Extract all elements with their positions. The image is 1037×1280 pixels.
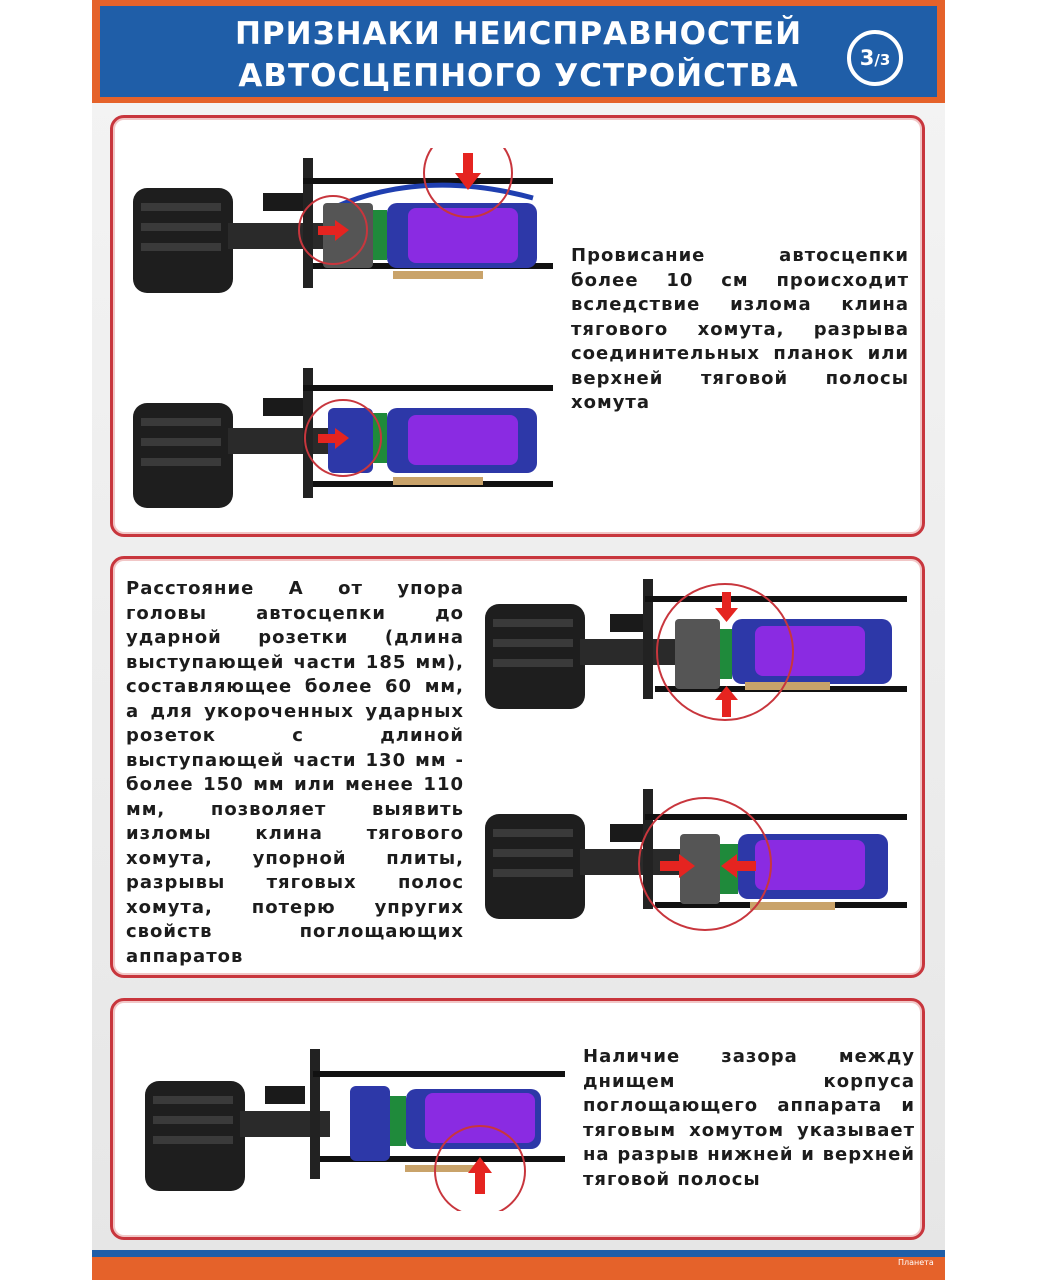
panel-1-description: Провисание автосцепки более 10 см происходит вследствие излома клина тягового хомута, разрыва соединительных планок или верхней тяговой полосы хомута <box>571 245 909 413</box>
panel-sagging <box>110 115 925 537</box>
poster <box>92 0 945 1280</box>
page-total: /3 <box>874 51 891 69</box>
panel-2-description: Расстояние А от упора головы автосцепки до ударной розетки (длина выступающей части 185 мм), составляющее более 60 мм, а для укороченных ударных розеток с длиной выступающей части 130 мм - более 150 мм или менее 110 мм, позволяет выявить изломы клина тягового хомута, упорной плиты, разрывы тяговых полос хомута, потерю упругих свойств поглощающих аппаратов <box>126 578 464 967</box>
page-number: 3 <box>859 46 875 70</box>
header <box>92 0 945 103</box>
publisher-logo: Планета <box>898 1258 934 1267</box>
coupler-illustration-sagging-2 <box>123 363 563 523</box>
panel-3-description: Наличие зазора между днищем корпуса поглощающего аппарата и тяговым хомутом указывает на разрыв нижней и верхней тяговой полосы <box>583 1046 915 1190</box>
title-line-1: ПРИЗНАКИ НЕИСПРАВНОСТЕЙ <box>234 16 803 52</box>
coupler-illustration-distance-1 <box>475 574 915 734</box>
up-arrow-icon <box>468 1157 492 1194</box>
footer-bar <box>92 1257 945 1280</box>
coupler-illustration-sagging-1 <box>123 148 563 308</box>
panel-distance-a <box>110 556 925 978</box>
page-badge <box>847 30 903 86</box>
title-line-2: АВТОСЦЕПНОГО УСТРОЙСТВА <box>238 58 799 94</box>
footer-stripe <box>92 1250 945 1257</box>
coupler-illustration-gap <box>135 1031 575 1211</box>
panel-gap <box>110 998 925 1240</box>
coupler-illustration-distance-2 <box>475 784 915 944</box>
